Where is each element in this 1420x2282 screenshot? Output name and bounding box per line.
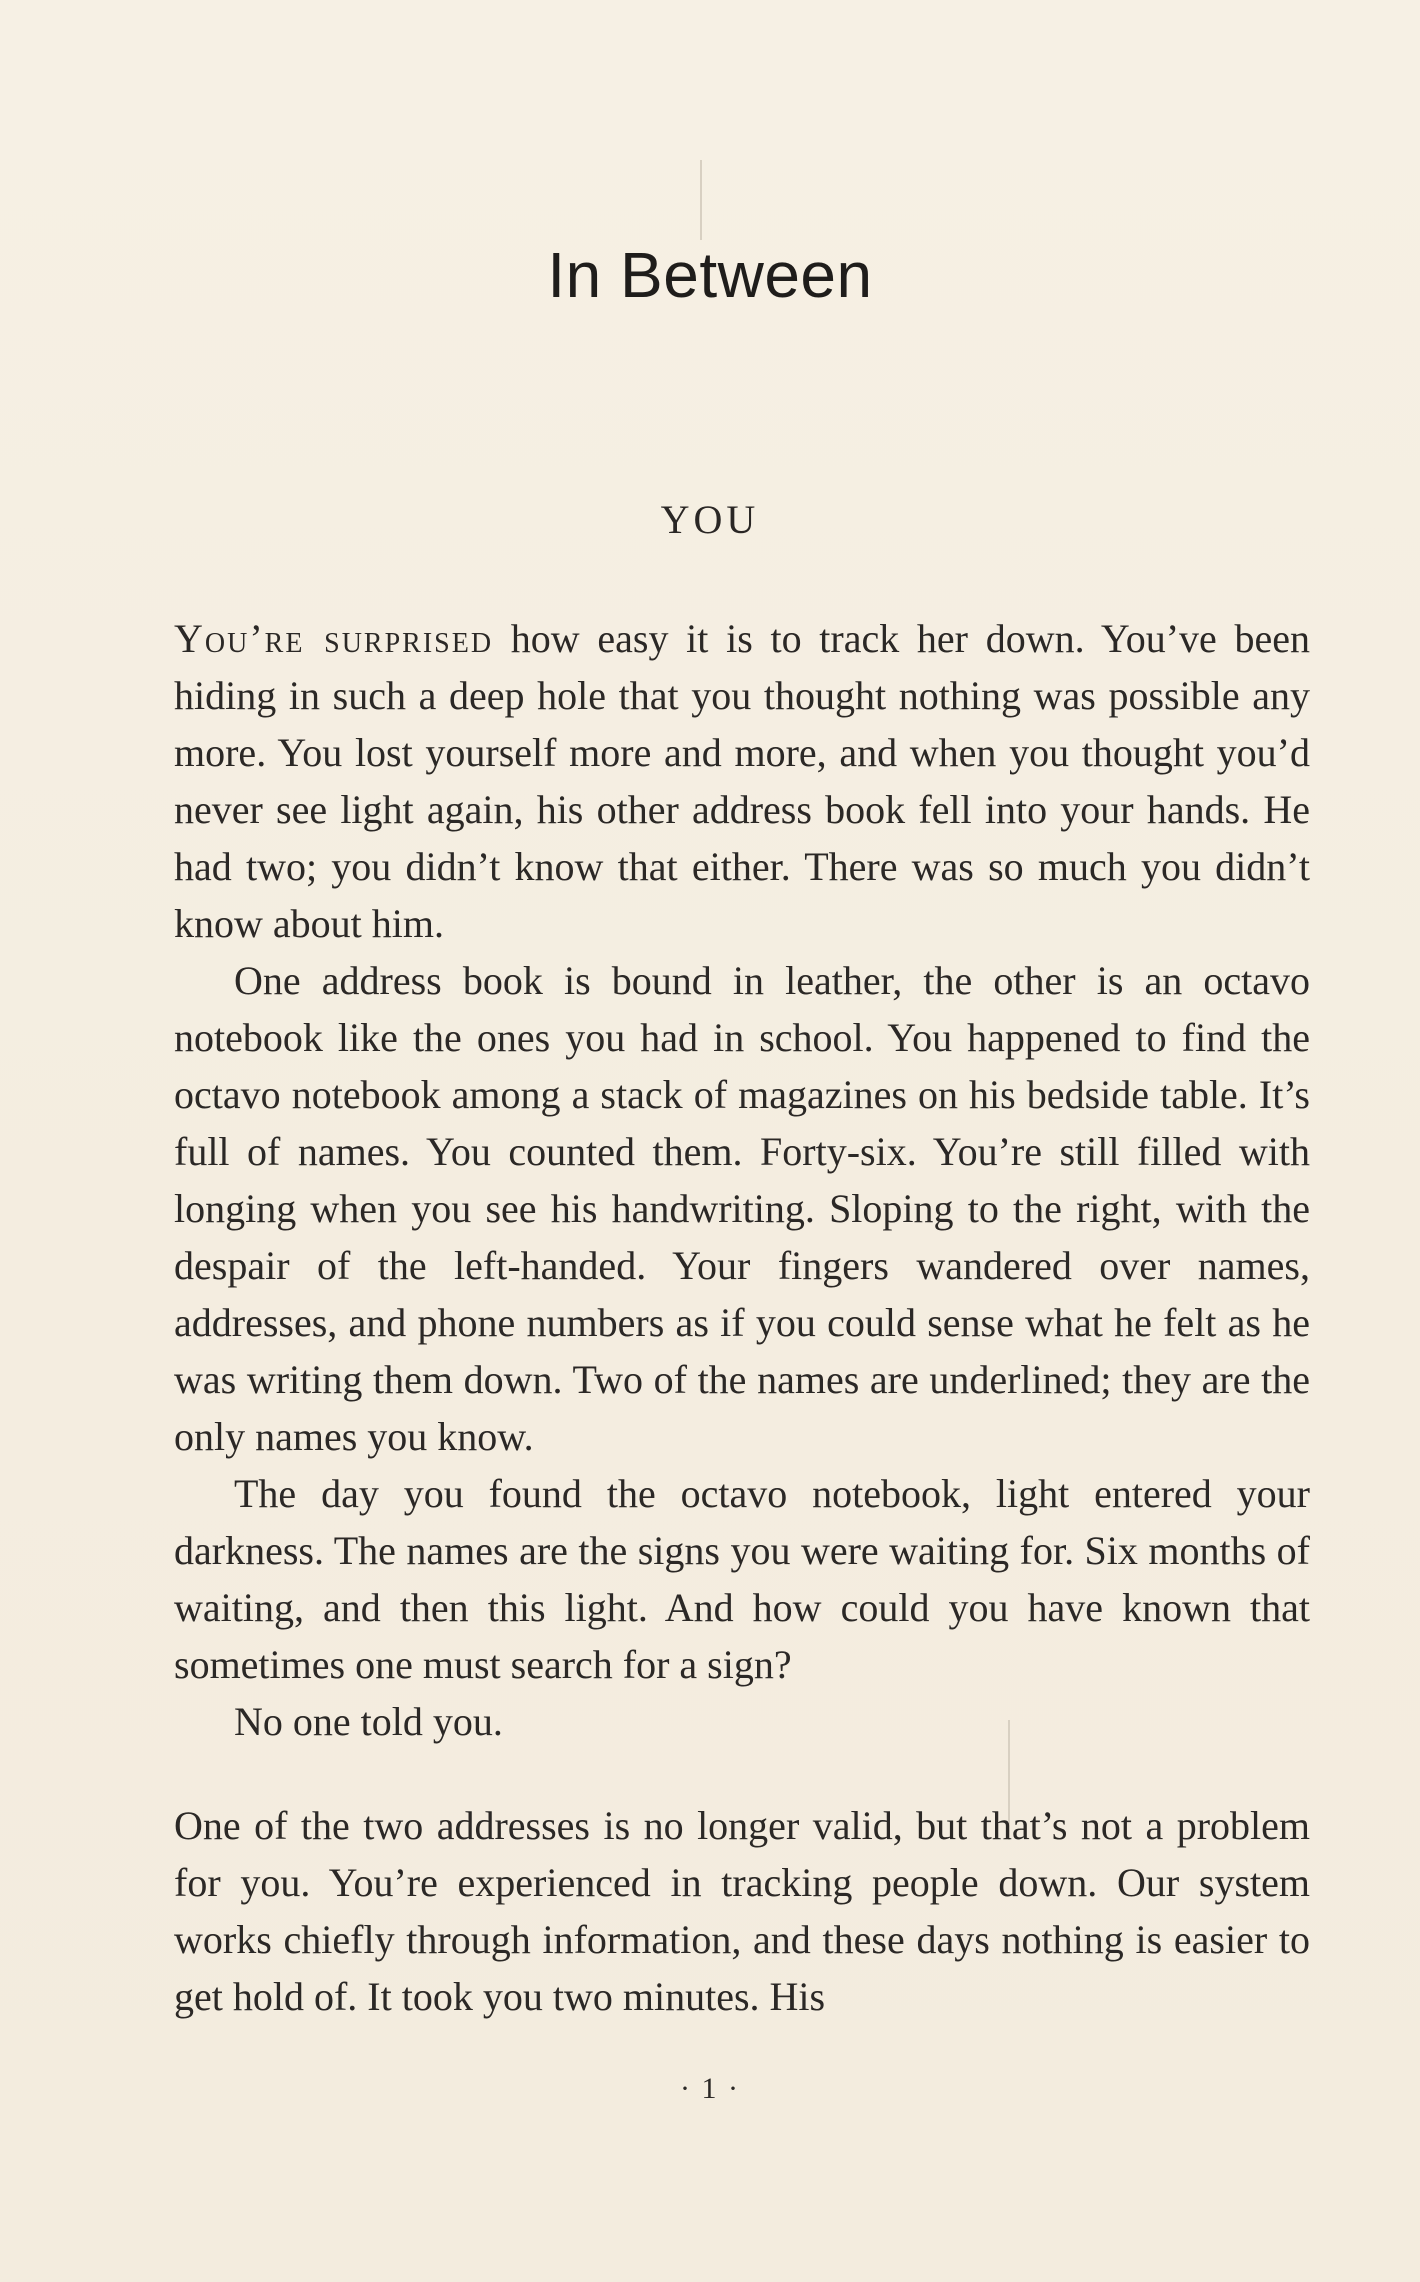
chapter-title: In Between <box>547 239 873 311</box>
body-text-continued <box>174 1797 1310 2025</box>
section-title: YOU <box>660 497 760 542</box>
page-number: · 1 · <box>680 2072 740 2105</box>
scan-mark <box>700 160 702 240</box>
lead-in-text: You’re surprised <box>174 616 494 661</box>
body-text <box>174 610 1310 1750</box>
paragraph-5: One of the two addresses is no longer valid, but that’s not a problem for you. You’re experienced in tracking people down. Our system works chiefly through information, and these days nothing is easier to get hold of. It took you two minutes. His <box>174 1803 1310 2019</box>
paragraph-4: No one told you. <box>234 1699 503 1744</box>
paragraph-1 <box>174 610 1310 952</box>
paragraph-3: The day you found the octavo notebook, light entered your darkness. The names are the signs you were waiting for. Six months of waiting, and then this light. And how could you have known that sometimes one must search for a sign? <box>174 1471 1310 1687</box>
paragraph-2: One address book is bound in leather, the other is an octavo notebook like the ones you had in school. You happened to find the octavo notebook among a stack of magazines on his bedside table. It’s full of names. You counted them. Forty-six. You’re still filled with longing when you see his handwriting. Sloping to the right, with the despair of the left-handed. Your fingers wandered over names, addresses, and phone numbers as if you could sense what he felt as he was writing them down. Two of the names are underlined; they are the only names you know. <box>174 958 1310 1459</box>
paragraph-text: how easy it is to track her down. You’ve been hiding in such a deep hole that you thought nothing was possible any more. You lost yourself more and more, and when you thought you’d never see light again, his other address book fell into your hands. He had two; you didn’t know that either. There was so much you didn’t know about him. <box>174 616 1310 946</box>
